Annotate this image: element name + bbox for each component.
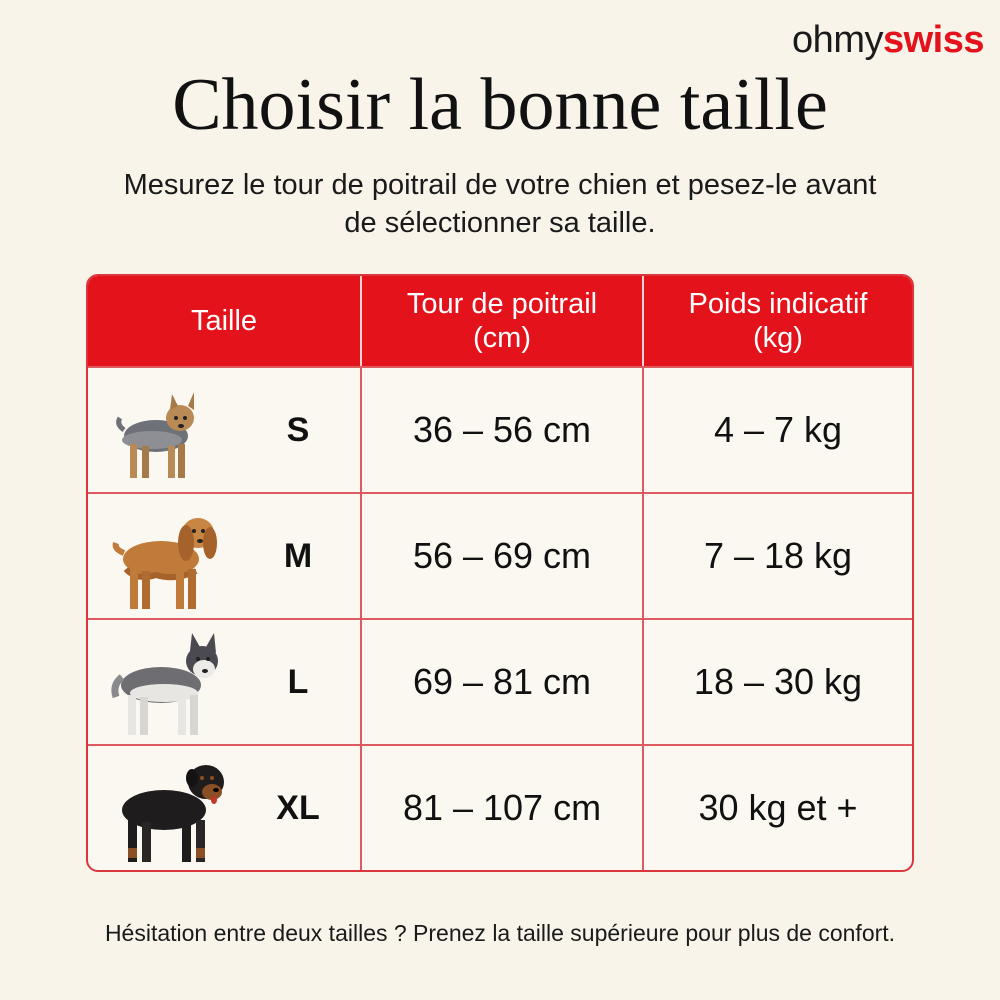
chest-cell: 81 – 107 cm [362, 746, 644, 870]
husky-icon [106, 625, 231, 740]
yorkshire-terrier-icon [106, 378, 206, 488]
header-chest: Tour de poitrail (cm) [362, 276, 644, 366]
size-label: S [286, 410, 310, 449]
table-header-row [88, 276, 912, 366]
page-title: Choisir la bonne taille [172, 64, 828, 146]
brand-logo [792, 18, 984, 62]
weight-cell: 4 – 7 kg [713, 409, 843, 450]
chest-cell: 69 – 81 cm [362, 620, 644, 744]
table-row [88, 492, 912, 618]
table-row [88, 618, 912, 744]
chest-cell: 56 – 69 cm [362, 494, 644, 618]
weight-cell: 18 – 30 kg [693, 661, 863, 702]
size-cell [88, 494, 362, 618]
size-table [86, 274, 914, 872]
weight-cell: 7 – 18 kg [703, 535, 853, 576]
chest-cell: 36 – 56 cm [362, 368, 644, 492]
size-cell [88, 368, 362, 492]
cocker-spaniel-icon [106, 499, 226, 614]
brand-logo-suffix: swiss [882, 19, 984, 61]
size-label: L [287, 662, 309, 701]
size-cell [88, 746, 362, 870]
footer-note: Hésitation entre deux tailles ? Prenez la taille supérieure pour plus de confort. [104, 920, 896, 946]
weight-cell: 30 kg et + [698, 787, 858, 828]
table-row [88, 366, 912, 492]
header-weight: Poids indicatif (kg) [688, 288, 868, 354]
size-cell [88, 620, 362, 744]
size-label: M [283, 536, 313, 575]
brand-logo-prefix: ohmy [792, 19, 883, 61]
page-subtitle: Mesurez le tour de poitrail de votre chien et pesez-le avant de sélectionner sa taille. [123, 169, 877, 239]
header-size: Taille [88, 276, 362, 366]
size-label: XL [276, 788, 320, 827]
rottweiler-icon [106, 748, 236, 866]
table-row [88, 744, 912, 870]
